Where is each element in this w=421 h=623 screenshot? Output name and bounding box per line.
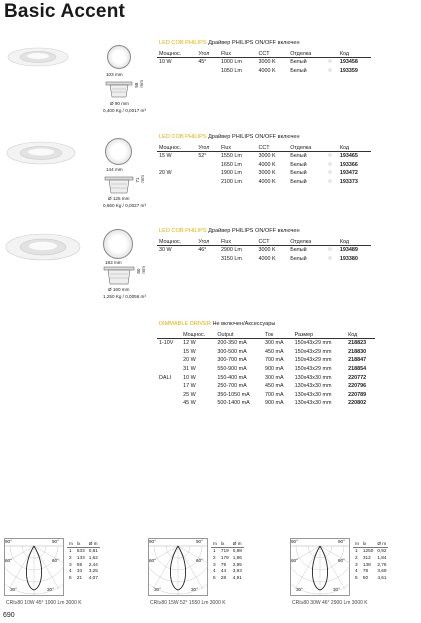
dimension-width: 103 mm bbox=[106, 72, 123, 77]
angle-label: 90° bbox=[291, 539, 298, 544]
angle-label: 30° bbox=[296, 587, 303, 592]
spec-table bbox=[157, 50, 371, 75]
spec-header-row: Мощнос. Угол Flux CCT Отделка Код bbox=[157, 50, 371, 58]
angle-label: 90° bbox=[338, 539, 345, 544]
product-info bbox=[159, 40, 300, 46]
weight-volume: 0,660 Kg / 0,0027 m³ bbox=[103, 203, 146, 208]
finish-swatch bbox=[328, 256, 332, 260]
page-number: 690 bbox=[3, 612, 15, 619]
downlight-image bbox=[3, 228, 83, 264]
table-row: 10 W 45° 1000 Lm 3000 K Белый 193458 bbox=[159, 59, 358, 66]
dimension-cutout: Ø 125 mm bbox=[108, 196, 130, 201]
info-text: Драйвер PHILIPS ON/OFF включен bbox=[208, 134, 300, 140]
table-row: 1650 Lm 4000 K Белый 193366 bbox=[220, 161, 358, 168]
dimension-cutout: Ø 160 mm bbox=[108, 287, 130, 292]
table-row: 2100 Lm 4000 K Белый 193373 bbox=[220, 179, 358, 186]
angle-label: 90° bbox=[5, 539, 12, 544]
table-row: 31 W 550-900 mA 900 mA 150x43x29 mm 218854 bbox=[183, 366, 367, 373]
side-view-drawing bbox=[103, 266, 135, 286]
top-view-drawing bbox=[103, 229, 133, 259]
table-row: 1-10V 12 W 200-350 mA 300 mA 150x43x29 mm 218823 bbox=[159, 340, 367, 347]
finish-swatch bbox=[328, 247, 332, 251]
table-row: 3150 Lm 4000 K Белый 193380 bbox=[220, 255, 358, 262]
table-row: DALI 10 W 150-400 mA 300 mA 130x43x30 mm 220772 bbox=[159, 374, 367, 381]
spec-header-row: Мощнос. Output Ток Размер Код bbox=[157, 331, 375, 339]
downlight-image bbox=[6, 44, 70, 68]
angle-label: 90° bbox=[196, 539, 203, 544]
photometric-caption: CRI≥80 15W 52° 1550 Lm 3000 K bbox=[150, 600, 226, 606]
top-view-drawing bbox=[107, 45, 131, 69]
table-row: 20 W 1900 Lm 3000 K Белый 193472 bbox=[159, 170, 358, 177]
table-row: 20 W 300-700 mA 700 mA 150x43x29 mm 218847 bbox=[183, 357, 367, 364]
info-highlight: LED COB PHILIPS bbox=[159, 134, 207, 140]
table-row: 30 W 46° 2900 Lm 3000 K Белый 193489 bbox=[159, 247, 358, 254]
table-row: 45 W 500-1400 mA 900 mA 130x43x30 mm 220802 bbox=[183, 400, 367, 407]
angle-label: 60° bbox=[291, 558, 298, 563]
info-text: Драйвер PHILIPS ON/OFF включен bbox=[208, 40, 300, 46]
angle-label: 60° bbox=[338, 558, 345, 563]
downlight-image bbox=[4, 137, 78, 167]
dimension-height: 58 mm bbox=[134, 80, 144, 88]
angle-label: 90° bbox=[149, 539, 156, 544]
finish-swatch bbox=[328, 162, 332, 166]
spec-table bbox=[157, 238, 371, 263]
angle-label: 60° bbox=[196, 558, 203, 563]
angle-label: 60° bbox=[149, 558, 156, 563]
angle-label: 60° bbox=[5, 558, 12, 563]
driver-table bbox=[157, 331, 375, 408]
table-row: 15 W 300-500 mA 450 mA 150x43x29 mm 218830 bbox=[183, 348, 367, 355]
angle-label: 90° bbox=[52, 539, 59, 544]
dimension-height: 80 mm bbox=[136, 266, 146, 274]
finish-swatch bbox=[328, 179, 332, 183]
top-view-drawing bbox=[105, 138, 132, 165]
finish-swatch bbox=[328, 153, 332, 157]
weight-volume: 0,400 Kg / 0,0017 m³ bbox=[103, 108, 146, 113]
angle-label: 30° bbox=[154, 587, 161, 592]
finish-swatch bbox=[328, 59, 332, 63]
illuminance-table: m lx Ø m 1 533 0,81 2 133 1,62 3 59 2,44 4 33 3,25 5 21 4,07 bbox=[69, 540, 98, 580]
finish-swatch bbox=[328, 170, 332, 174]
dimension-height: 71 mm bbox=[135, 175, 145, 183]
table-row: 17 W 250-700 mA 450 mA 130x43x30 mm 220796 bbox=[183, 383, 367, 390]
angle-label: 60° bbox=[52, 558, 59, 563]
weight-volume: 1,250 Kg / 0,0056 m³ bbox=[103, 294, 146, 299]
angle-label: 30° bbox=[10, 587, 17, 592]
illuminance-table: m lx Ø m 1 1250 0,92 2 312 1,84 3 138 2,76 4 78 3,69 5 50 4,61 bbox=[355, 540, 387, 580]
angle-label: 30° bbox=[333, 587, 340, 592]
illuminance-table: m lx Ø m 1 719 0,98 2 179 1,96 3 79 2,95 4 44 3,93 5 28 4,91 bbox=[213, 540, 242, 580]
photometric-caption: CRI≥80 10W 45° 1000 Lm 3000 K bbox=[6, 600, 82, 606]
table-row: 25 W 350-1050 mA 700 mA 130x43x30 mm 220789 bbox=[183, 391, 367, 398]
info-text: Драйвер PHILIPS ON/OFF включен bbox=[208, 228, 300, 234]
table-row: 15 W 52° 1550 Lm 3000 K Белый 193465 bbox=[159, 153, 358, 160]
info-highlight: LED COB PHILIPS bbox=[159, 40, 207, 46]
driver-info bbox=[159, 321, 275, 327]
spec-header-row: Мощнос. Угол Flux CCT Отделка Код bbox=[157, 238, 371, 246]
angle-label: 30° bbox=[47, 587, 54, 592]
product-info bbox=[159, 134, 300, 140]
product-info bbox=[159, 228, 300, 234]
spec-table bbox=[157, 144, 371, 186]
info-highlight: LED COB PHILIPS bbox=[159, 228, 207, 234]
dimension-width: 183 mm bbox=[105, 260, 122, 265]
info-text: Не включен/Аксессуары bbox=[212, 321, 276, 327]
finish-swatch bbox=[328, 68, 332, 72]
photometric-caption: CRI≥80 30W 46° 2900 Lm 3000 K bbox=[292, 600, 368, 606]
info-highlight: DIMMABLE DRIVER bbox=[159, 321, 211, 327]
spec-header-row: Мощнос. Угол Flux CCT Отделка Код bbox=[157, 144, 371, 152]
side-view-drawing bbox=[104, 176, 134, 195]
dimension-cutout: Ø 90 mm bbox=[110, 101, 129, 106]
page-title: Basic Accent bbox=[4, 1, 126, 22]
dimension-width: 144 mm bbox=[106, 167, 123, 172]
side-view-drawing bbox=[105, 81, 133, 99]
table-row: 1050 Lm 4000 K Белый 193359 bbox=[220, 67, 358, 74]
angle-label: 30° bbox=[191, 587, 198, 592]
